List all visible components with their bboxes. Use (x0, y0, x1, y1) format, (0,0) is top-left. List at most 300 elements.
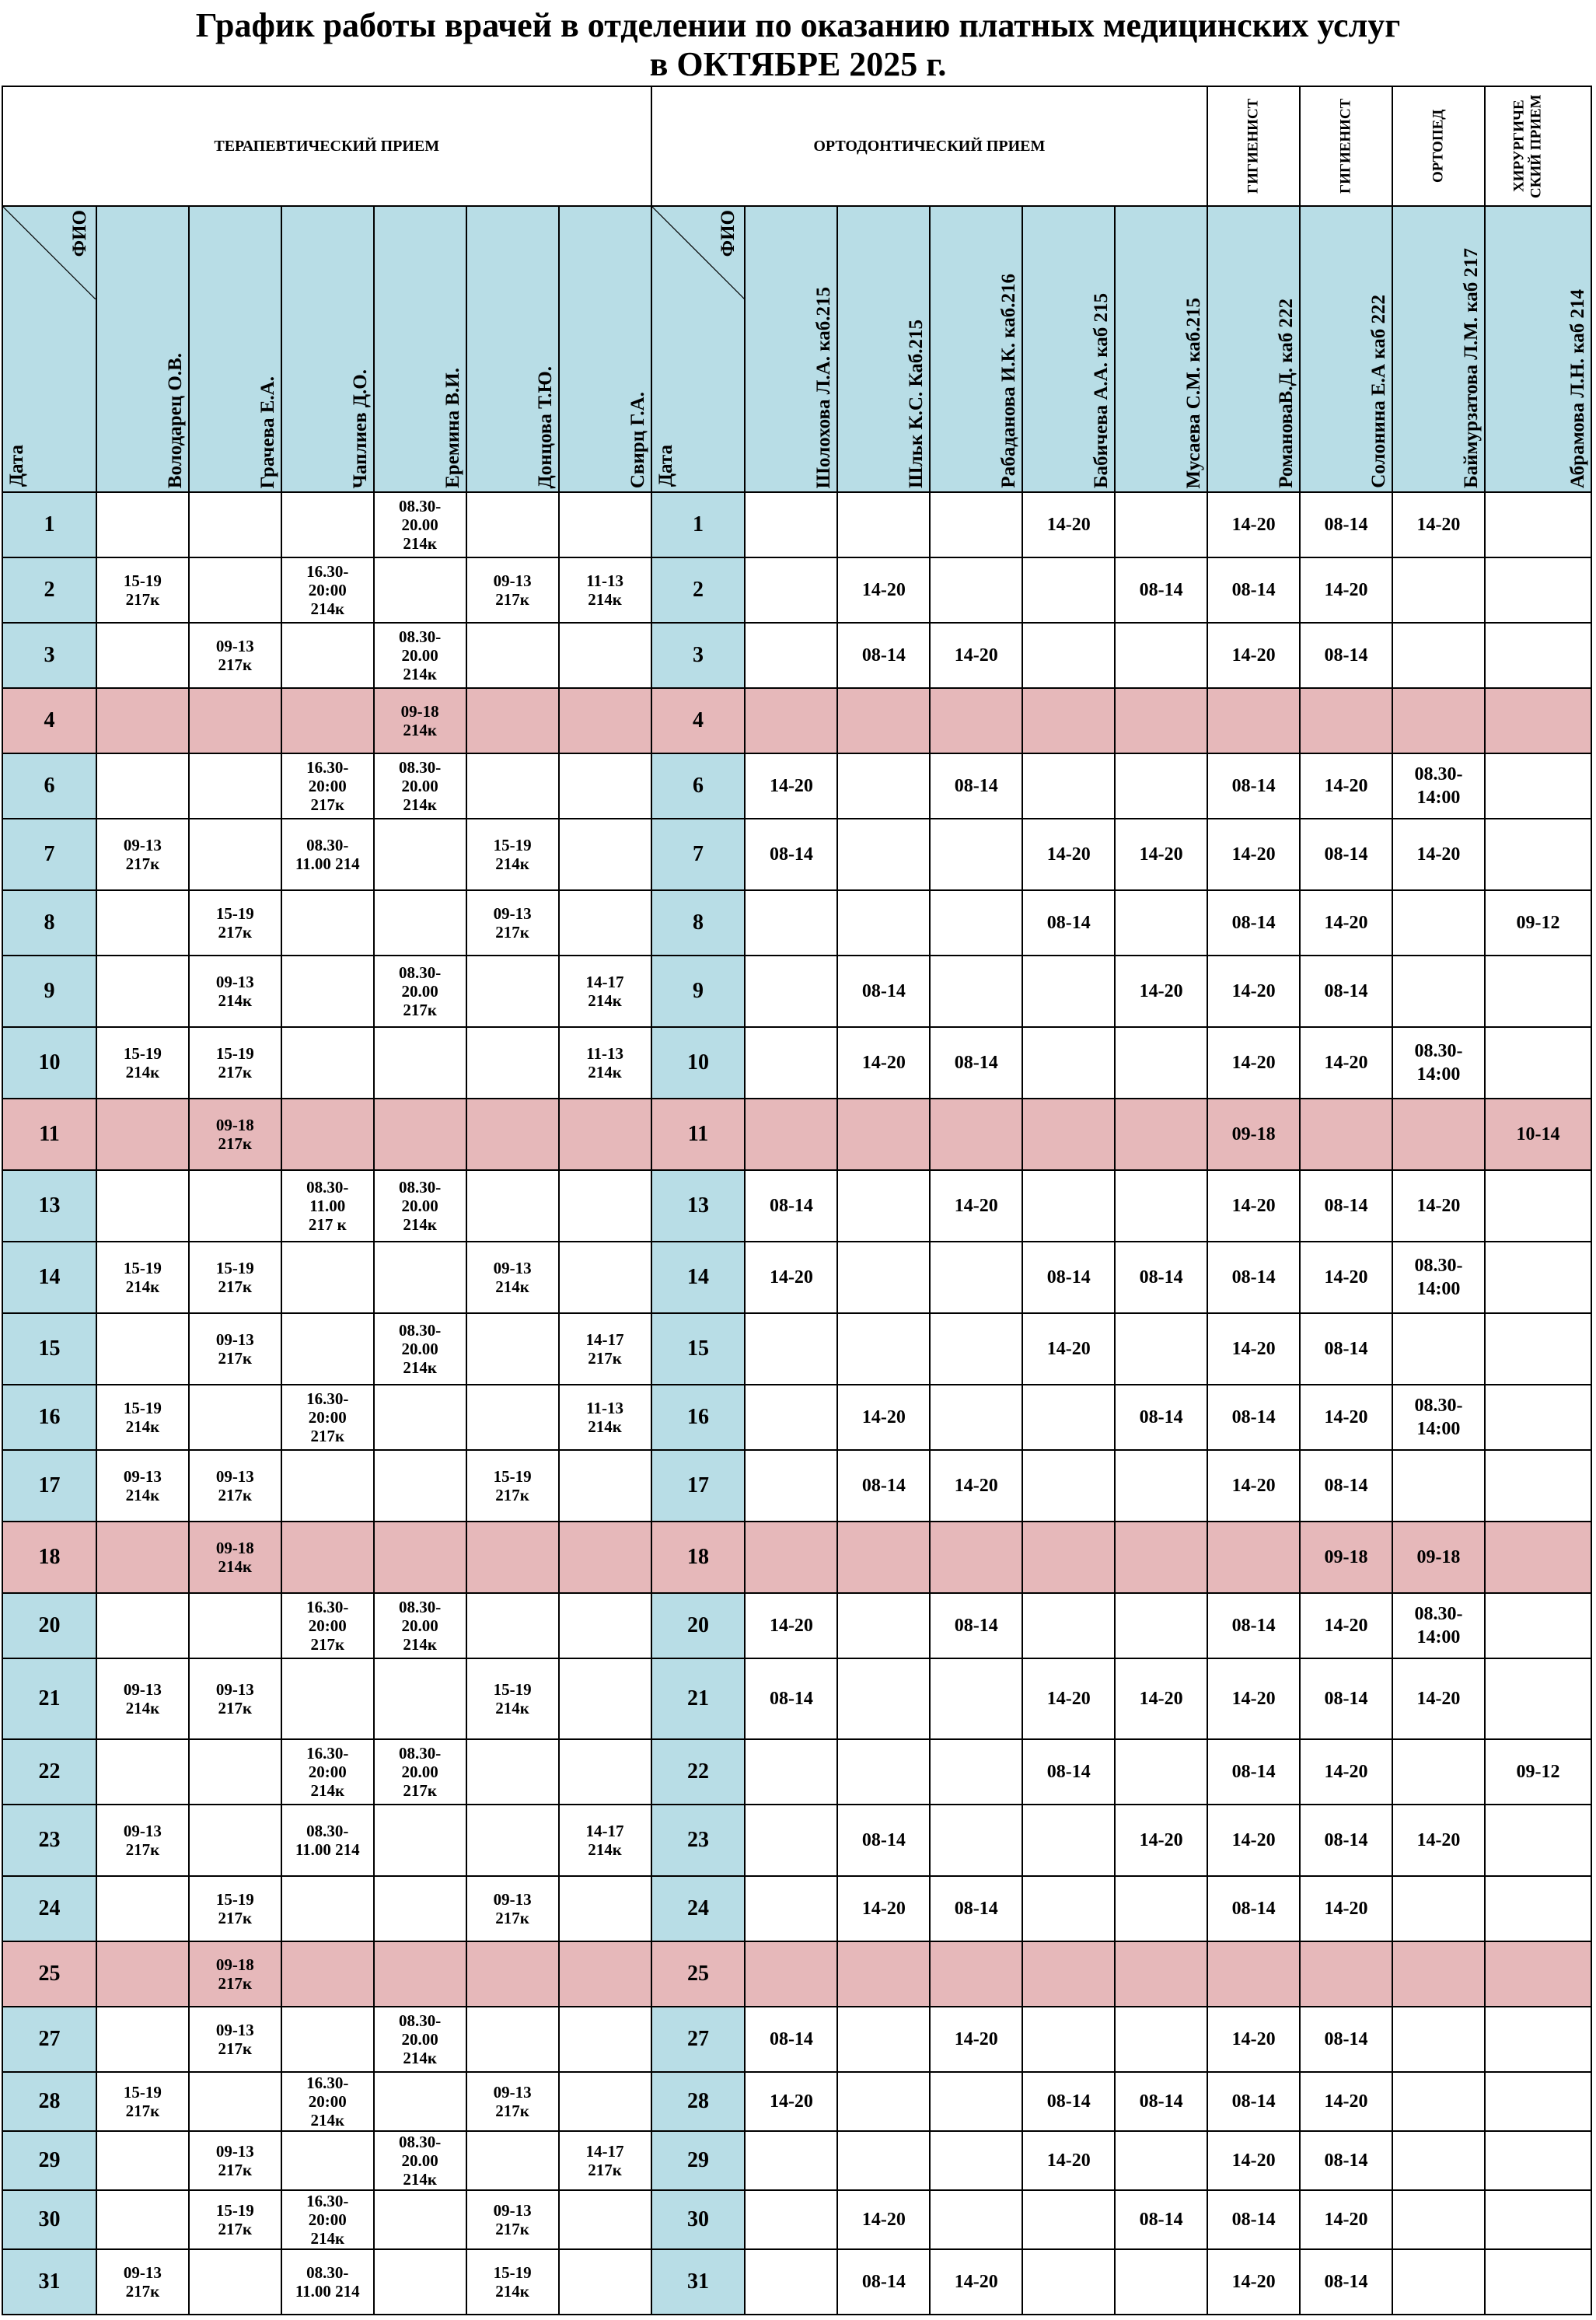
ortho-shift-cell: 14-20 (745, 2072, 837, 2131)
other-shift-cell: 08-14 (1300, 2131, 1392, 2190)
therapy-shift-cell (559, 2190, 651, 2249)
ortho-shift-cell (745, 1027, 837, 1099)
date-label: Дата (6, 444, 27, 487)
other-shift-cell: 14-20 (1392, 1805, 1485, 1876)
ortho-shift-cell (1115, 1027, 1207, 1099)
ortho-shift-cell (837, 688, 930, 753)
other-shift-cell: 14-20 (1207, 1027, 1300, 1099)
date-label: Дата (655, 444, 676, 487)
therapy-shift-cell: 08.30- 20.00 214к (374, 753, 466, 819)
date-cell: 16 (2, 1385, 96, 1450)
ortho-shift-cell (837, 890, 930, 956)
therapy-shift-cell: 09-13 217к (466, 2190, 559, 2249)
ortho-shift-cell (837, 492, 930, 557)
therapy-shift-cell (96, 1739, 189, 1805)
therapy-shift-cell: 15-19 217к (96, 2072, 189, 2131)
therapy-shift-cell: 08.30- 20.00 214к (374, 1313, 466, 1385)
ortho-shift-cell: 08-14 (1022, 890, 1115, 956)
therapy-shift-cell (559, 890, 651, 956)
other-shift-cell: 08-14 (1207, 890, 1300, 956)
therapy-shift-cell: 08.30- 20.00 214к (374, 492, 466, 557)
ortho-shift-cell (745, 1805, 837, 1876)
table-row (2, 1170, 1591, 1242)
ortho-shift-cell (1115, 1450, 1207, 1522)
therapy-shift-cell (189, 1739, 281, 1805)
other-shift-cell: 14-20 (1207, 1170, 1300, 1242)
doctor-header (1115, 206, 1207, 492)
therapy-shift-cell (559, 623, 651, 688)
ortho-shift-cell (930, 1385, 1022, 1450)
table-row (2, 2007, 1591, 2072)
other-shift-cell (1485, 1876, 1591, 1941)
ortho-shift-cell (930, 1242, 1022, 1313)
therapy-shift-cell: 14-17 217к (559, 1313, 651, 1385)
date-cell: 20 (651, 1593, 746, 1658)
therapy-shift-cell (559, 819, 651, 890)
ortho-shift-cell (745, 1313, 837, 1385)
ortho-shift-cell (1022, 1099, 1115, 1170)
schedule-title: График работы врачей в отделении по оказанию платных медицинских услуг (195, 6, 1401, 44)
other-shift-cell: 14-20 (1207, 492, 1300, 557)
ortho-shift-cell (745, 2131, 837, 2190)
therapy-shift-cell (559, 1876, 651, 1941)
ortho-shift-cell (1022, 1522, 1115, 1593)
other-shift-cell: 08-14 (1207, 753, 1300, 819)
therapy-shift-cell (189, 1805, 281, 1876)
therapy-shift-cell (281, 2007, 374, 2072)
other-shift-cell: 08-14 (1300, 2249, 1392, 2315)
other-shift-cell (1485, 1170, 1591, 1242)
therapy-shift-cell: 09-13 214к (96, 1658, 189, 1739)
therapy-shift-cell (281, 1522, 374, 1593)
ortho-shift-cell (1115, 1522, 1207, 1593)
therapy-shift-cell: 09-13 214к (96, 1450, 189, 1522)
therapy-shift-cell: 08.30- 20.00 214к (374, 1593, 466, 1658)
therapy-shift-cell (281, 1242, 374, 1313)
schedule-table (2, 86, 1592, 2315)
doctor-header-row (2, 206, 1591, 492)
other-shift-cell: 09-18 (1300, 1522, 1392, 1593)
therapy-shift-cell: 15-19 217к (189, 1876, 281, 1941)
other-shift-cell: 08.30- 14:00 (1392, 753, 1485, 819)
therapy-shift-cell: 16.30- 20:00 214к (281, 2072, 374, 2131)
ortho-shift-cell (1022, 956, 1115, 1027)
date-cell: 15 (651, 1313, 746, 1385)
other-shift-cell (1485, 1593, 1591, 1658)
ortho-shift-cell (745, 2249, 837, 2315)
therapy-shift-cell (189, 753, 281, 819)
ortho-shift-cell (837, 1739, 930, 1805)
date-cell: 4 (2, 688, 96, 753)
therapy-shift-cell (281, 1450, 374, 1522)
therapy-shift-cell: 15-19 214к (96, 1385, 189, 1450)
therapy-shift-cell (189, 557, 281, 623)
table-row (2, 1313, 1591, 1385)
therapy-shift-cell (96, 1593, 189, 1658)
other-shift-cell (1300, 1099, 1392, 1170)
therapy-shift-cell (281, 2131, 374, 2190)
ortho-shift-cell (1115, 890, 1207, 956)
other-shift-cell: 08.30- 14:00 (1392, 1385, 1485, 1450)
ortho-shift-cell (745, 1385, 837, 1450)
ortho-shift-cell (930, 1941, 1022, 2007)
other-shift-cell (1485, 492, 1591, 557)
therapy-shift-cell (189, 1170, 281, 1242)
therapy-shift-cell (281, 623, 374, 688)
other-shift-cell (1485, 2131, 1591, 2190)
therapy-shift-cell: 08.30- 11.00 214 (281, 1805, 374, 1876)
other-shift-cell (1392, 1739, 1485, 1805)
ortho-shift-cell (837, 1242, 930, 1313)
date-cell: 20 (2, 1593, 96, 1658)
therapy-shift-cell: 09-13 217к (189, 1313, 281, 1385)
other-shift-cell (1485, 2249, 1591, 2315)
doctor-name: Солонина Е.А каб 222 (1367, 295, 1389, 488)
date-cell: 22 (651, 1739, 746, 1805)
other-shift-cell (1485, 1658, 1591, 1739)
table-row (2, 2131, 1591, 2190)
ortho-shift-cell: 08-14 (1115, 1385, 1207, 1450)
date-cell: 24 (651, 1876, 746, 1941)
date-cell: 11 (651, 1099, 746, 1170)
therapy-shift-cell: 15-19 214к (466, 1658, 559, 1739)
date-cell: 14 (651, 1242, 746, 1313)
doctor-name: Донцова Т.Ю. (534, 365, 556, 488)
therapy-shift-cell (189, 688, 281, 753)
ortho-shift-cell (930, 688, 1022, 753)
other-shift-cell: 09-18 (1392, 1522, 1485, 1593)
therapy-shift-cell: 15-19 217к (466, 1450, 559, 1522)
ortho-shift-cell: 08-14 (1022, 1739, 1115, 1805)
therapy-shift-cell (281, 1658, 374, 1739)
other-shift-cell (1485, 819, 1591, 890)
ortho-shift-cell (930, 819, 1022, 890)
ortho-shift-cell: 08-14 (837, 623, 930, 688)
therapy-shift-cell: 11-13 214к (559, 1027, 651, 1099)
therapy-shift-cell (374, 890, 466, 956)
other-shift-cell (1392, 2249, 1485, 2315)
ortho-shift-cell: 14-20 (837, 2190, 930, 2249)
date-cell: 21 (2, 1658, 96, 1739)
therapy-shift-cell (466, 1385, 559, 1450)
therapy-shift-cell (281, 1313, 374, 1385)
therapy-shift-cell (189, 2072, 281, 2131)
therapy-shift-cell (374, 1385, 466, 1450)
ortho-shift-cell (837, 1658, 930, 1739)
date-cell: 1 (651, 492, 746, 557)
therapy-shift-cell: 16.30- 20:00 214к (281, 2190, 374, 2249)
other-shift-cell: 08-14 (1207, 1876, 1300, 1941)
therapy-shift-cell: 15-19 217к (96, 557, 189, 623)
date-cell: 3 (2, 623, 96, 688)
therapy-shift-cell (466, 688, 559, 753)
therapy-shift-cell (96, 1313, 189, 1385)
date-cell: 29 (2, 2131, 96, 2190)
ortho-shift-cell (930, 2072, 1022, 2131)
date-cell: 25 (651, 1941, 746, 2007)
fio-date-corner (2, 206, 96, 492)
doctor-header (281, 206, 374, 492)
doctor-header (930, 206, 1022, 492)
other-shift-cell: 14-20 (1300, 557, 1392, 623)
therapy-shift-cell: 09-18 217к (189, 1941, 281, 2007)
ortho-shift-cell: 08-14 (1115, 1242, 1207, 1313)
other-shift-cell (1485, 1450, 1591, 1522)
ortho-shift-cell: 14-20 (1022, 819, 1115, 890)
other-shift-cell (1485, 956, 1591, 1027)
therapy-shift-cell (466, 1941, 559, 2007)
other-shift-cell: 08-14 (1300, 1658, 1392, 1739)
ortho-shift-cell (745, 1876, 837, 1941)
therapy-shift-cell: 14-17 214к (559, 1805, 651, 1876)
ortho-shift-cell: 14-20 (1115, 956, 1207, 1027)
table-row (2, 492, 1591, 557)
therapy-shift-cell: 11-13 214к (559, 1385, 651, 1450)
therapy-shift-cell: 09-13 217к (96, 1805, 189, 1876)
ortho-shift-cell: 14-20 (1022, 1313, 1115, 1385)
therapy-shift-cell: 09-13 214к (189, 956, 281, 1027)
ortho-shift-cell (930, 956, 1022, 1027)
therapy-shift-cell: 08.30- 11.00 214 (281, 2249, 374, 2315)
therapy-shift-cell (559, 1450, 651, 1522)
date-cell: 30 (2, 2190, 96, 2249)
ortho-shift-cell: 14-20 (837, 1385, 930, 1450)
therapy-shift-cell (466, 1099, 559, 1170)
doctor-name: Абрамова Л.Н. каб 214 (1567, 288, 1588, 488)
ortho-shift-cell (1022, 2007, 1115, 2072)
therapy-shift-cell: 15-19 214к (466, 819, 559, 890)
ortho-shift-cell (1022, 557, 1115, 623)
date-cell: 15 (2, 1313, 96, 1385)
table-row (2, 1876, 1591, 1941)
therapy-shift-cell (96, 956, 189, 1027)
therapy-shift-cell (281, 688, 374, 753)
orthopedist-header: ОРТОПЕД (1392, 86, 1485, 206)
ortho-shift-cell (837, 1313, 930, 1385)
therapy-shift-cell (559, 2007, 651, 2072)
date-cell: 21 (651, 1658, 746, 1739)
therapy-shift-cell (559, 492, 651, 557)
therapy-shift-cell (466, 2007, 559, 2072)
other-shift-cell: 08-14 (1300, 1450, 1392, 1522)
other-shift-cell (1392, 623, 1485, 688)
other-shift-cell (1207, 1941, 1300, 2007)
therapy-shift-cell: 16.30- 20:00 214к (281, 557, 374, 623)
ortho-shift-cell (837, 1170, 930, 1242)
other-shift-cell (1485, 2072, 1591, 2131)
date-cell: 4 (651, 688, 746, 753)
doctor-header (1392, 206, 1485, 492)
therapy-shift-cell (466, 1313, 559, 1385)
date-cell: 8 (2, 890, 96, 956)
therapy-shift-cell (374, 1805, 466, 1876)
therapy-shift-cell (281, 1027, 374, 1099)
date-cell: 9 (651, 956, 746, 1027)
ortho-shift-cell: 08-14 (930, 1876, 1022, 1941)
ortho-shift-cell (1022, 1385, 1115, 1450)
other-shift-cell (1392, 688, 1485, 753)
table-row (2, 1522, 1591, 1593)
ortho-shift-cell (1115, 1099, 1207, 1170)
ortho-shift-cell (1115, 753, 1207, 819)
other-shift-cell: 08.30- 14:00 (1392, 1027, 1485, 1099)
ortho-shift-cell (930, 1805, 1022, 1876)
ortho-shift-cell: 08-14 (837, 1450, 930, 1522)
therapy-shift-cell (96, 623, 189, 688)
other-shift-cell: 08-14 (1207, 2072, 1300, 2131)
ortho-shift-cell: 08-14 (745, 1170, 837, 1242)
therapy-shift-cell (466, 1739, 559, 1805)
therapy-shift-cell (466, 956, 559, 1027)
ortho-shift-cell: 14-20 (1022, 2131, 1115, 2190)
ortho-shift-cell: 08-14 (930, 1593, 1022, 1658)
ortho-shift-cell (1115, 1941, 1207, 2007)
other-shift-cell (1392, 1876, 1485, 1941)
ortho-shift-cell (745, 492, 837, 557)
hygienist-header-1: ГИГИЕНИСТ (1207, 86, 1300, 206)
other-shift-cell: 08-14 (1207, 557, 1300, 623)
therapy-shift-cell (374, 1941, 466, 2007)
date-cell: 7 (2, 819, 96, 890)
other-shift-cell: 08-14 (1207, 1593, 1300, 1658)
ortho-shift-cell (930, 1522, 1022, 1593)
therapy-shift-cell: 16.30- 20:00 217к (281, 1593, 374, 1658)
ortho-shift-cell: 08-14 (837, 1805, 930, 1876)
therapy-shift-cell (96, 1941, 189, 2007)
therapy-shift-cell (559, 1739, 651, 1805)
other-shift-cell: 14-20 (1300, 1242, 1392, 1313)
date-cell: 27 (651, 2007, 746, 2072)
therapy-shift-cell (281, 1099, 374, 1170)
date-cell: 17 (651, 1450, 746, 1522)
ortho-shift-cell (930, 1658, 1022, 1739)
ortho-shift-cell (1115, 1593, 1207, 1658)
therapy-shift-cell (374, 1027, 466, 1099)
other-shift-cell (1485, 753, 1591, 819)
therapy-shift-cell (466, 1522, 559, 1593)
therapy-shift-cell: 08.30- 20.00 217к (374, 1739, 466, 1805)
other-shift-cell: 08-14 (1207, 2190, 1300, 2249)
therapy-shift-cell: 09-13 217к (189, 623, 281, 688)
therapy-shift-cell: 16.30- 20:00 214к (281, 1739, 374, 1805)
surgical-header: ХИРУРГИЧЕ СКИЙ ПРИЕМ (1485, 86, 1591, 206)
therapy-shift-cell (466, 753, 559, 819)
date-cell: 11 (2, 1099, 96, 1170)
other-shift-cell: 08-14 (1207, 1242, 1300, 1313)
other-shift-cell (1392, 1941, 1485, 2007)
ortho-shift-cell (1022, 688, 1115, 753)
other-shift-cell (1392, 956, 1485, 1027)
doctor-header (466, 206, 559, 492)
doctor-name: Шолохова Л.А. каб.215 (813, 286, 835, 488)
other-shift-cell (1485, 623, 1591, 688)
table-row (2, 1099, 1591, 1170)
ortho-shift-cell (837, 2007, 930, 2072)
therapy-shift-cell (189, 1385, 281, 1450)
therapy-shift-cell (281, 890, 374, 956)
table-row (2, 753, 1591, 819)
ortho-shift-cell (930, 890, 1022, 956)
date-cell: 13 (651, 1170, 746, 1242)
other-shift-cell: 14-20 (1300, 890, 1392, 956)
ortho-shift-cell: 08-14 (745, 1658, 837, 1739)
other-shift-cell: 14-20 (1207, 2131, 1300, 2190)
therapy-shift-cell (281, 1941, 374, 2007)
doctor-header (1300, 206, 1392, 492)
therapy-shift-cell: 15-19 214к (96, 1027, 189, 1099)
therapy-shift-cell: 09-13 217к (466, 2072, 559, 2131)
therapy-shift-cell (96, 492, 189, 557)
ortho-shift-cell (1115, 492, 1207, 557)
therapy-shift-cell (96, 1522, 189, 1593)
doctor-header (1207, 206, 1300, 492)
other-shift-cell (1207, 688, 1300, 753)
doctor-header (189, 206, 281, 492)
other-shift-cell (1207, 1522, 1300, 1593)
doctor-name: Рабаданова И.К. каб.216 (998, 274, 1020, 488)
therapy-shift-cell (466, 1593, 559, 1658)
therapy-shift-cell (466, 1170, 559, 1242)
fio-date-corner (651, 206, 746, 492)
therapy-shift-cell (374, 819, 466, 890)
ortho-shift-cell: 14-20 (837, 1876, 930, 1941)
ortho-shift-cell: 08-14 (1115, 2190, 1207, 2249)
table-row (2, 1027, 1591, 1099)
therapy-shift-cell: 09-13 217к (189, 1658, 281, 1739)
therapy-shift-cell (559, 2072, 651, 2131)
date-cell: 28 (651, 2072, 746, 2131)
ortho-shift-cell: 08-14 (930, 753, 1022, 819)
table-row (2, 1450, 1591, 1522)
ortho-shift-cell: 08-14 (745, 2007, 837, 2072)
therapy-shift-cell (374, 1242, 466, 1313)
therapy-shift-cell: 14-17 217к (559, 2131, 651, 2190)
ortho-shift-cell (1115, 623, 1207, 688)
other-shift-cell: 14-20 (1300, 1739, 1392, 1805)
ortho-shift-cell (930, 1099, 1022, 1170)
ortho-shift-cell (1115, 2249, 1207, 2315)
ortho-shift-cell (745, 1450, 837, 1522)
table-row (2, 688, 1591, 753)
ortho-shift-cell (1022, 1805, 1115, 1876)
ortho-shift-cell (745, 2190, 837, 2249)
ortho-shift-cell (1022, 1941, 1115, 2007)
table-row (2, 1658, 1591, 1739)
therapy-shift-cell (96, 2131, 189, 2190)
ortho-shift-cell: 14-20 (1022, 1658, 1115, 1739)
therapy-shift-cell: 08.30- 20.00 217к (374, 956, 466, 1027)
ortho-shift-cell (745, 557, 837, 623)
other-shift-cell: 14-20 (1300, 1385, 1392, 1450)
ortho-shift-cell (1022, 753, 1115, 819)
ortho-shift-cell (745, 956, 837, 1027)
date-cell: 14 (2, 1242, 96, 1313)
ortho-group-header: ОРТОДОНТИЧЕСКИЙ ПРИЕМ (651, 86, 1208, 206)
therapy-shift-cell (466, 623, 559, 688)
doctor-name: Еремина В.И. (442, 368, 463, 488)
ortho-shift-cell (1115, 2131, 1207, 2190)
date-cell: 8 (651, 890, 746, 956)
other-shift-cell (1300, 1941, 1392, 2007)
other-shift-cell: 14-20 (1207, 1658, 1300, 1739)
ortho-shift-cell (745, 1099, 837, 1170)
ortho-shift-cell (837, 1593, 930, 1658)
therapy-shift-cell: 09-18 214к (374, 688, 466, 753)
date-cell: 17 (2, 1450, 96, 1522)
therapy-shift-cell (189, 2249, 281, 2315)
therapy-shift-cell: 15-19 217к (189, 1242, 281, 1313)
ortho-shift-cell (930, 1739, 1022, 1805)
